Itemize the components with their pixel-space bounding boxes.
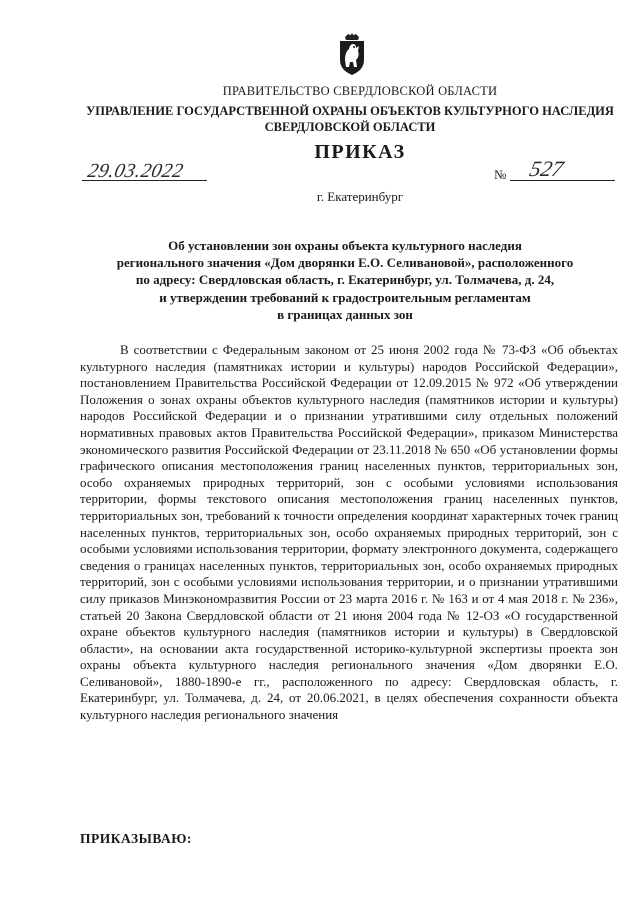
document-type: ПРИКАЗ bbox=[314, 141, 406, 163]
government-name: ПРАВИТЕЛЬСТВО СВЕРДЛОВСКОЙ ОБЛАСТИ bbox=[222, 84, 498, 98]
number-underline bbox=[510, 180, 615, 181]
number-label: № bbox=[494, 167, 507, 182]
title-line: регионального значения «Дом дворянки Е.О. Селивановой», расположенного bbox=[116, 255, 574, 271]
city-name: г. Екатеринбург bbox=[316, 189, 404, 204]
title-line: и утверждении требований к градостроительным регламентам bbox=[159, 289, 531, 305]
department-name-line: УПРАВЛЕНИЕ ГОСУДАРСТВЕННОЙ ОХРАНЫ ОБЪЕКТОВ КУЛЬТУРНОГО НАСЛЕДИЯ bbox=[86, 104, 614, 118]
order-word: ПРИКАЗЫВАЮ: bbox=[80, 831, 192, 846]
handwritten-date: 29.03.2022 bbox=[85, 160, 186, 182]
department-name-line: СВЕРДЛОВСКОЙ ОБЛАСТИ bbox=[264, 120, 436, 134]
department-name bbox=[80, 103, 620, 135]
title-line: Об установлении зон охраны объекта культурного наследия bbox=[168, 238, 522, 253]
title-line: по адресу: Свердловская область, г. Екатеринбург, ул. Толмачева, д. 24, bbox=[135, 272, 555, 288]
document-title bbox=[70, 237, 620, 323]
body-paragraph: В соответствии с Федеральным законом от 25 июня 2002 года № 73-ФЗ «Об объектах культурного наследия (памятниках истории и культуры) народов Российской Федерации», постановлением Правительства Российской Федерации от 12.09.2015 № 972 «Об утверждении Положения о зонах охраны объектов культурного наследия (памятников истории и культуры) народов Российской Федерации и о признании утратившими силу отдельных положений нормативных правовых актов Правительства Российской Федерации», приказом Министерства экономического развития Российской Федерации от 23.11.2018 № 650 «Об установлении формы графического описания местоположения границ населенных пунктов, территориальных зон, особо охраняемых природных территорий, зон с особыми условиями использования территории, формы текстового описания местоположения границ населенных пунктов, территориальных зон, требований к точности определения координат характерных точек границ населенных пунктов, территориальных зон, особо охраняемых природных территорий, зон с особыми условиями использования территории, формату электронного документа, содержащего сведения о границах населенных пунктов, территориальных зон, особо охраняемых природных территорий, зон с особыми условиями использования территории, и о признании утратившими силу приказов Минэкономразвития России от 23 марта 2016 г. № 163 и от 4 мая 2018 г. № 236», статьей 20 Закона Свердловской области от 21 июня 2004 года № 12-ОЗ «О государственной охране объектов культурного наследия (памятников истории и культуры) в Свердловской области», на основании акта государственной историко-культурной экспертизы проекта зон охраны объекта культурного наследия регионального значения «Дом дворянки Е.О. Селивановой», 1880-1890-е гг., расположенного по адресу: Свердловская область, г. Екатеринбург, ул. Толмачева, д. 24, от 20.06.2021, в целях обеспечения сохранности объекта культурного наследия регионального значения bbox=[80, 342, 618, 723]
date-underline bbox=[82, 180, 207, 181]
title-line: в границах данных зон bbox=[277, 306, 413, 322]
coat-of-arms-icon bbox=[336, 30, 368, 76]
handwritten-number: 527 bbox=[527, 156, 566, 181]
